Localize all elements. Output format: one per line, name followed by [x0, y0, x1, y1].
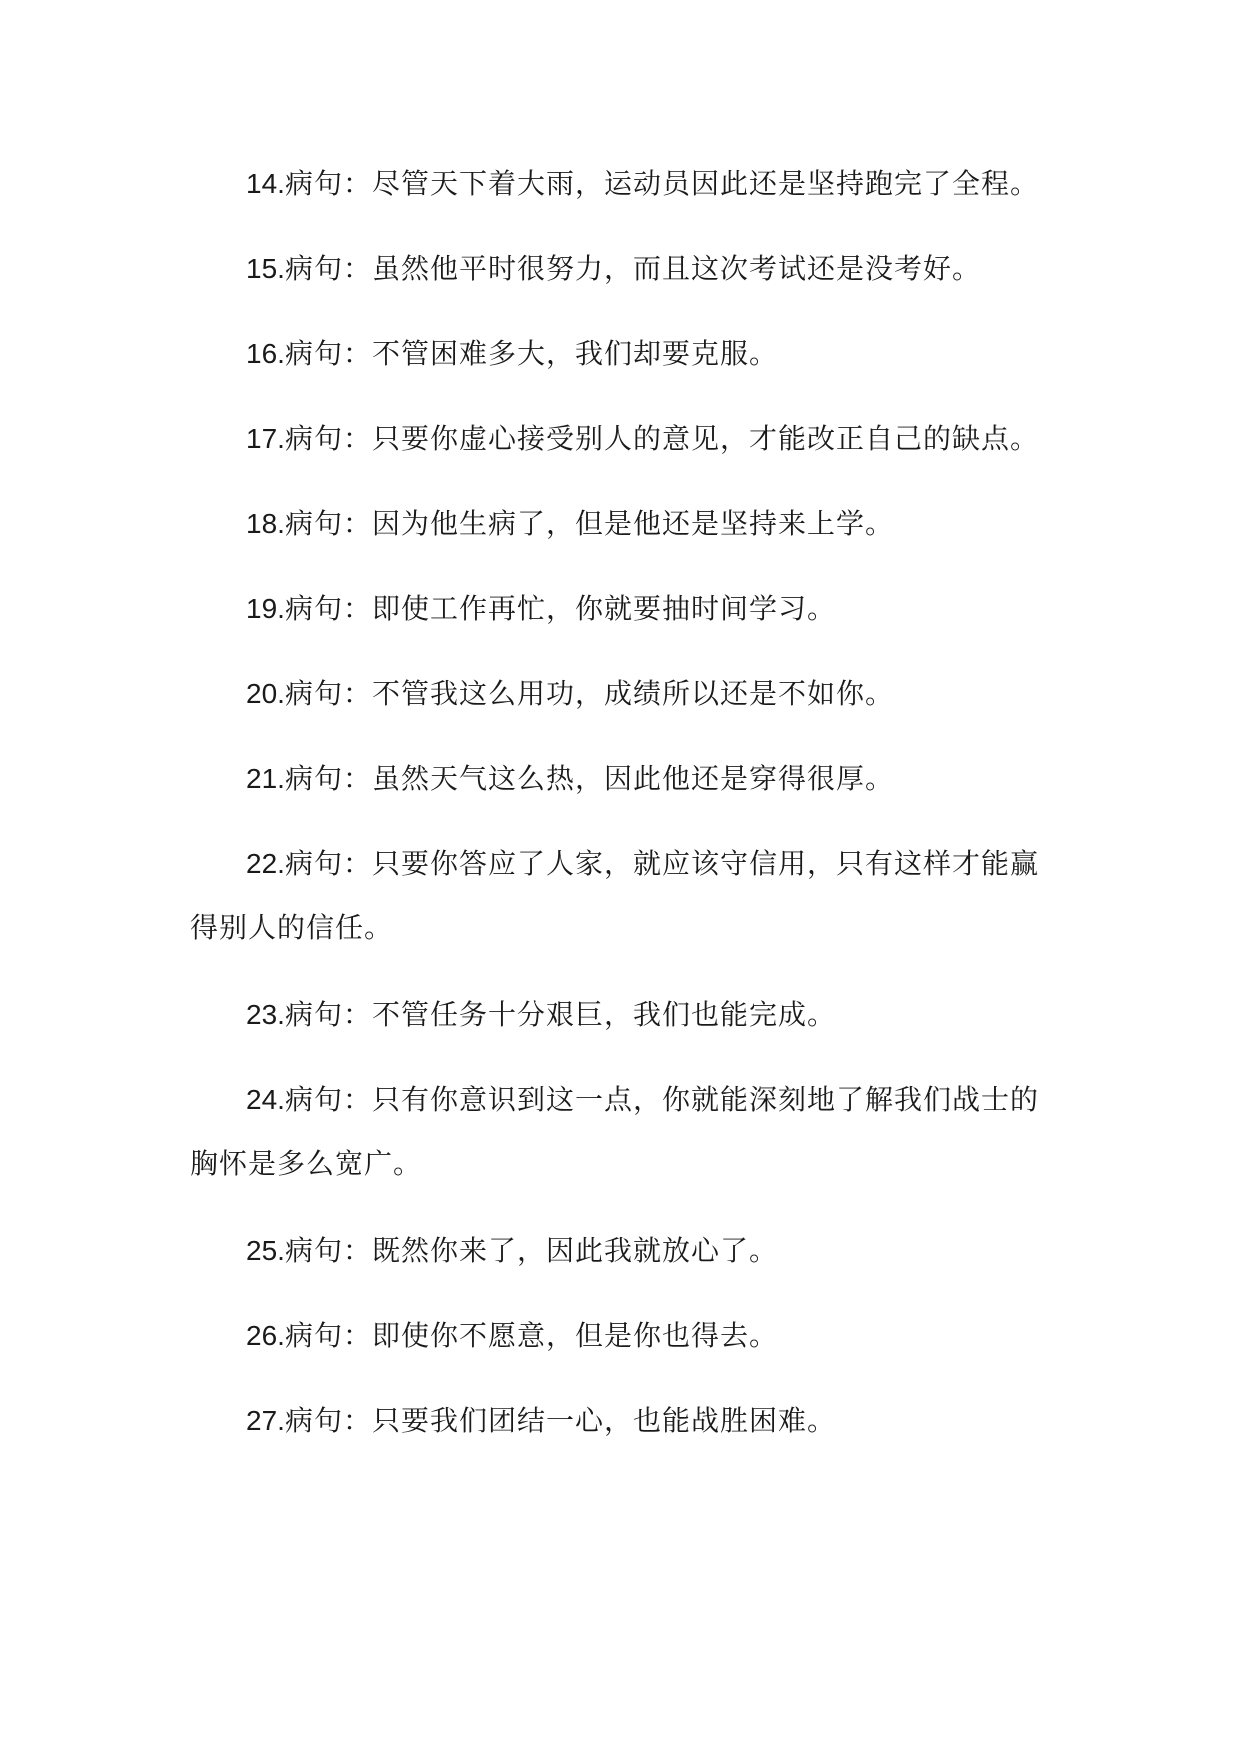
item-number: 26.	[246, 1320, 285, 1351]
item-text: 病句：只有你意识到这一点，你就能深刻地了解我们战士的胸怀是多么宽广。	[190, 1083, 1039, 1180]
item-text: 病句：即使你不愿意，但是你也得去。	[284, 1319, 778, 1352]
sentence-item-19	[190, 577, 1050, 641]
item-number: 23.	[246, 999, 285, 1030]
item-text: 病句：不管困难多大，我们却要克服。	[284, 337, 778, 370]
item-number: 18.	[246, 508, 285, 539]
sentence-item-25	[190, 1219, 1050, 1283]
sentence-item-17	[190, 407, 1050, 471]
item-text: 病句：只要我们团结一心，也能战胜困难。	[284, 1404, 836, 1437]
sentence-item-14	[190, 152, 1050, 216]
item-number: 25.	[246, 1235, 285, 1266]
item-text: 病句：即使工作再忙，你就要抽时间学习。	[284, 592, 836, 625]
sentence-item-20	[190, 662, 1050, 726]
sentence-item-16	[190, 322, 1050, 386]
item-text: 病句：虽然他平时很努力，而且这次考试还是没考好。	[284, 252, 981, 285]
sentence-item-23	[190, 983, 1050, 1047]
item-text: 病句：因为他生病了，但是他还是坚持来上学。	[284, 507, 894, 540]
item-number: 22.	[246, 848, 285, 879]
item-number: 20.	[246, 678, 285, 709]
sentence-item-18	[190, 492, 1050, 556]
sentence-item-26	[190, 1304, 1050, 1368]
item-number: 24.	[246, 1084, 285, 1115]
sentence-item-15	[190, 237, 1050, 301]
item-text: 病句：只要你答应了人家，就应该守信用，只有这样才能赢得别人的信任。	[190, 847, 1039, 944]
sentence-item-22	[190, 832, 1050, 960]
item-number: 17.	[246, 423, 285, 454]
item-text: 病句：尽管天下着大雨，运动员因此还是坚持跑完了全程。	[284, 167, 1039, 200]
item-number: 27.	[246, 1405, 285, 1436]
item-number: 15.	[246, 253, 285, 284]
sentence-item-24	[190, 1068, 1050, 1196]
item-text: 病句：不管我这么用功，成绩所以还是不如你。	[284, 677, 894, 710]
item-number: 21.	[246, 763, 285, 794]
item-number: 14.	[246, 168, 285, 199]
item-text: 病句：不管任务十分艰巨，我们也能完成。	[284, 998, 836, 1031]
item-text: 病句：虽然天气这么热，因此他还是穿得很厚。	[284, 762, 894, 795]
item-number: 19.	[246, 593, 285, 624]
item-number: 16.	[246, 338, 285, 369]
item-text: 病句：只要你虚心接受别人的意见，才能改正自己的缺点。	[284, 422, 1039, 455]
item-text: 病句：既然你来了，因此我就放心了。	[284, 1234, 778, 1267]
sentence-item-27	[190, 1389, 1050, 1453]
sentence-item-21	[190, 747, 1050, 811]
